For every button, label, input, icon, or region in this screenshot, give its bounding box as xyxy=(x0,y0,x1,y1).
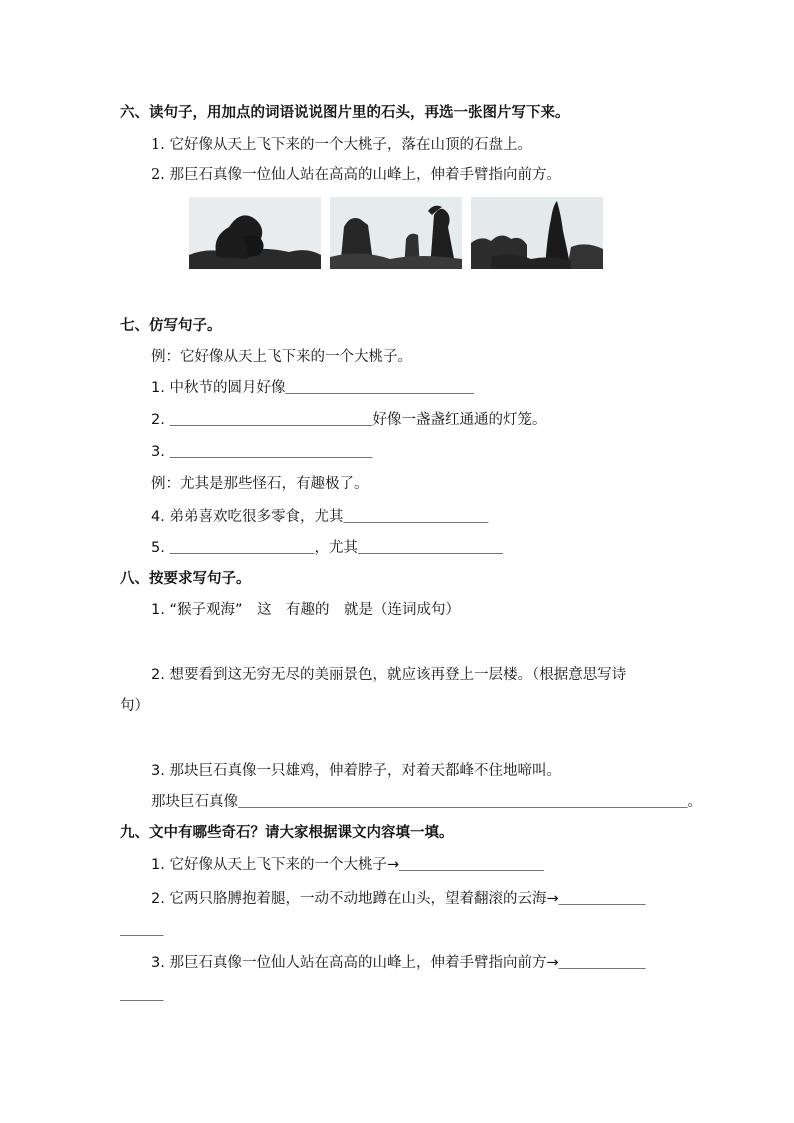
section-7-question-3: 3. ＿＿＿＿＿＿＿＿＿＿＿＿＿＿ xyxy=(151,444,373,460)
section-7-question-1: 1. 中秋节的圆月好像＿＿＿＿＿＿＿＿＿＿＿＿＿ xyxy=(151,380,474,396)
section-9-question-1: 1. 它好像从天上飞下来的一个大桃子→＿＿＿＿＿＿＿＿＿＿ xyxy=(151,857,545,873)
section-7-example-2: 例：尤其是那些怪石，有趣极了。 xyxy=(151,476,369,492)
section-8-question-1: 1. “猴子观海” 这 有趣的 就是（连词成句） xyxy=(151,602,460,618)
section-7-question-5: 5. ＿＿＿＿＿＿＿＿＿＿，尤其＿＿＿＿＿＿＿＿＿＿ xyxy=(151,540,503,556)
section-7-question-2: 2. ＿＿＿＿＿＿＿＿＿＿＿＿＿＿好像一盏盏红通通的灯笼。 xyxy=(151,412,547,428)
section-9-heading: 九、文中有哪些奇石？请大家根据课文内容填一填。 xyxy=(120,825,454,841)
section-6-item-2: 2. 那巨石真像一位仙人站在高高的山峰上，伸着手臂指向前方。 xyxy=(151,167,561,183)
section-9-question-2: 2. 它两只胳膊抱着腿，一动不动地蹲在山头，望着翻滚的云海→＿＿＿＿＿＿ xyxy=(151,891,646,907)
section-8-question-3-answer: 那块巨石真像＿＿＿＿＿＿＿＿＿＿＿＿＿＿＿＿＿＿＿＿＿＿＿＿＿＿＿＿＿＿＿。 xyxy=(151,794,702,810)
section-8-heading: 八、按要求写句子。 xyxy=(120,571,251,587)
section-9-question-3-continued: ＿＿＿ xyxy=(120,987,164,1003)
section-9-question-3: 3. 那巨石真像一位仙人站在高高的山峰上，伸着手臂指向前方→＿＿＿＿＿＿ xyxy=(151,955,646,971)
section-6-item-1: 1. 它好像从天上飞下来的一个大桃子，落在山顶的石盘上。 xyxy=(151,137,532,153)
section-8-question-2-continued: 句） xyxy=(120,698,149,714)
section-7-question-4: 4. 弟弟喜欢吃很多零食，尤其＿＿＿＿＿＿＿＿＿＿ xyxy=(151,509,489,525)
rock-photo-immortal xyxy=(471,197,603,269)
section-8-question-2: 2. 想要看到这无穷无尽的美丽景色，就应该再登上一层楼。（根据意思写诗 xyxy=(151,667,627,683)
section-7-heading: 七、仿写句子。 xyxy=(120,318,222,334)
section-9-question-2-continued: ＿＿＿ xyxy=(120,922,164,938)
rock-photo-peach xyxy=(189,197,321,269)
section-6-heading: 六、读句子，用加点的词语说说图片里的石头，再选一张图片写下来。 xyxy=(120,105,570,121)
section-7-example-1: 例：它好像从天上飞下来的一个大桃子。 xyxy=(151,349,412,365)
section-8-question-3: 3. 那块巨石真像一只雄鸡，伸着脖子，对着天都峰不住地啼叫。 xyxy=(151,763,561,779)
rock-photo-monkey xyxy=(330,197,462,269)
